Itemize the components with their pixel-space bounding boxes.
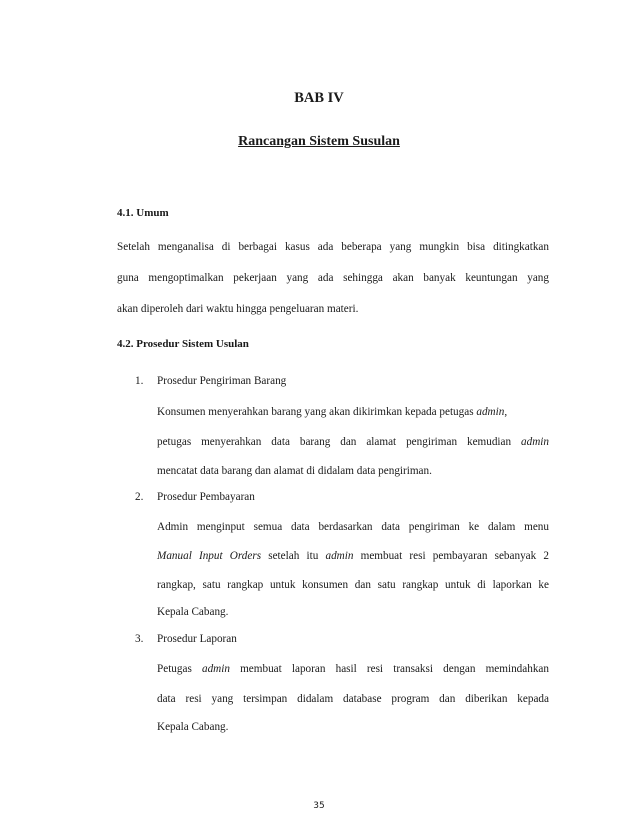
list-item-line: mencatat data barang dan alamat di didalam data pengiriman. bbox=[157, 465, 432, 477]
list-item-line: data resi yang tersimpan didalam database program dan diberikan kepada bbox=[157, 693, 549, 705]
chapter-heading: BAB IV bbox=[294, 90, 344, 106]
list-item-line: Manual Input Orders setelah itu admin membuat resi pembayaran sebanyak 2 bbox=[157, 550, 549, 562]
list-item-title: Prosedur Laporan bbox=[157, 633, 237, 645]
paragraph-line: guna mengoptimalkan pekerjaan yang ada sehingga akan banyak keuntungan yang bbox=[117, 272, 549, 284]
list-item-line: Konsumen menyerahkan barang yang akan dikirimkan kepada petugas admin, bbox=[157, 406, 508, 418]
list-item-line: Kepala Cabang. bbox=[157, 606, 229, 618]
paragraph-line: Setelah menganalisa di berbagai kasus ada beberapa yang mungkin bisa ditingkatkan bbox=[117, 241, 549, 253]
list-number: 2. bbox=[135, 491, 144, 503]
list-item-line: Kepala Cabang. bbox=[157, 721, 229, 733]
section-heading-prosedur: 4.2. Prosedur Sistem Usulan bbox=[117, 338, 249, 350]
list-item-line: Admin menginput semua data berdasarkan data pengiriman ke dalam menu bbox=[157, 521, 549, 533]
list-item-line: petugas menyerahkan data barang dan alamat pengiriman kemudian admin bbox=[157, 436, 549, 448]
list-item-title: Prosedur Pembayaran bbox=[157, 491, 255, 503]
chapter-title: Rancangan Sistem Susulan bbox=[238, 134, 400, 149]
list-number: 3. bbox=[135, 633, 144, 645]
section-heading-umum: 4.1. Umum bbox=[117, 207, 169, 219]
page-number: 35 bbox=[313, 801, 325, 811]
list-number: 1. bbox=[135, 375, 144, 387]
list-item-line: Petugas admin membuat laporan hasil resi transaksi dengan memindahkan bbox=[157, 663, 549, 675]
list-item-line: rangkap, satu rangkap untuk konsumen dan satu rangkap untuk di laporkan ke bbox=[157, 579, 549, 591]
list-item-title: Prosedur Pengiriman Barang bbox=[157, 375, 287, 387]
paragraph-line: akan diperoleh dari waktu hingga pengeluaran materi. bbox=[117, 303, 359, 315]
